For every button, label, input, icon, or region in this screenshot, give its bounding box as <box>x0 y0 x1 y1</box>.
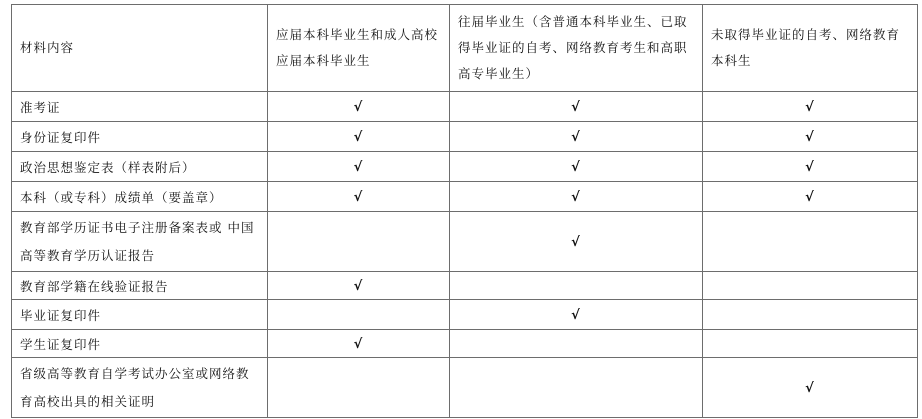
check-cell <box>268 300 450 330</box>
table-row <box>12 92 918 122</box>
check-cell <box>450 122 703 152</box>
check-cell <box>450 300 703 330</box>
check-cell <box>703 300 918 330</box>
check-mark-icon: √ <box>805 159 815 175</box>
row-label: 身份证复印件 <box>12 122 268 152</box>
check-cell <box>268 330 450 358</box>
check-mark-icon: √ <box>805 99 815 115</box>
materials-table <box>11 4 918 418</box>
check-mark-icon: √ <box>353 336 364 352</box>
check-cell <box>450 272 703 300</box>
header-row <box>12 5 918 92</box>
check-mark-icon: √ <box>571 234 581 250</box>
check-cell <box>450 358 703 418</box>
header-material-content: 材料内容 <box>12 5 268 92</box>
check-cell <box>703 92 918 122</box>
check-cell <box>703 122 918 152</box>
check-cell <box>268 152 450 182</box>
check-mark-icon: √ <box>571 307 581 323</box>
check-cell <box>268 122 450 152</box>
row-label: 毕业证复印件 <box>12 300 268 330</box>
check-mark-icon: √ <box>805 189 815 205</box>
check-mark-icon: √ <box>353 129 364 145</box>
header-fresh-graduates: 应届本科毕业生和成人高校应届本科毕业生 <box>268 5 450 92</box>
check-mark-icon: √ <box>353 278 364 294</box>
row-label: 准考证 <box>12 92 268 122</box>
row-label: 政治思想鉴定表（样表附后） <box>12 152 268 182</box>
table-row <box>12 358 918 418</box>
check-cell <box>268 358 450 418</box>
header-past-graduates: 往届毕业生（含普通本科毕业生、已取得毕业证的自考、网络教育考生和高职高专毕业生） <box>450 5 703 92</box>
table-row <box>12 122 918 152</box>
header-no-diploma-students: 未取得毕业证的自考、网络教育本科生 <box>703 5 918 92</box>
check-mark-icon: √ <box>571 189 581 205</box>
check-mark-icon: √ <box>805 129 815 145</box>
check-cell <box>450 212 703 272</box>
check-cell <box>268 92 450 122</box>
check-mark-icon: √ <box>571 129 581 145</box>
check-cell <box>703 358 918 418</box>
check-cell <box>268 212 450 272</box>
check-cell <box>450 92 703 122</box>
check-cell <box>450 182 703 212</box>
row-label: 教育部学籍在线验证报告 <box>12 272 268 300</box>
table-row <box>12 182 918 212</box>
check-cell <box>703 330 918 358</box>
check-cell <box>268 272 450 300</box>
check-mark-icon: √ <box>805 380 815 396</box>
check-cell <box>703 212 918 272</box>
check-cell <box>703 272 918 300</box>
check-mark-icon: √ <box>353 99 364 115</box>
row-label: 省级高等教育自学考试办公室或网络教育高校出具的相关证明 <box>12 358 268 418</box>
table-row <box>12 212 918 272</box>
row-label: 教育部学历证书电子注册备案表或 中国高等教育学历认证报告 <box>12 212 268 272</box>
check-mark-icon: √ <box>353 189 364 205</box>
table-row <box>12 272 918 300</box>
row-label: 学生证复印件 <box>12 330 268 358</box>
check-cell <box>703 182 918 212</box>
check-mark-icon: √ <box>571 159 581 175</box>
table-row <box>12 330 918 358</box>
check-cell <box>450 152 703 182</box>
check-cell <box>268 182 450 212</box>
check-mark-icon: √ <box>571 99 581 115</box>
row-label: 本科（或专科）成绩单（要盖章） <box>12 182 268 212</box>
table-row <box>12 300 918 330</box>
check-cell <box>450 330 703 358</box>
table-row <box>12 152 918 182</box>
check-mark-icon: √ <box>353 159 364 175</box>
check-cell <box>703 152 918 182</box>
